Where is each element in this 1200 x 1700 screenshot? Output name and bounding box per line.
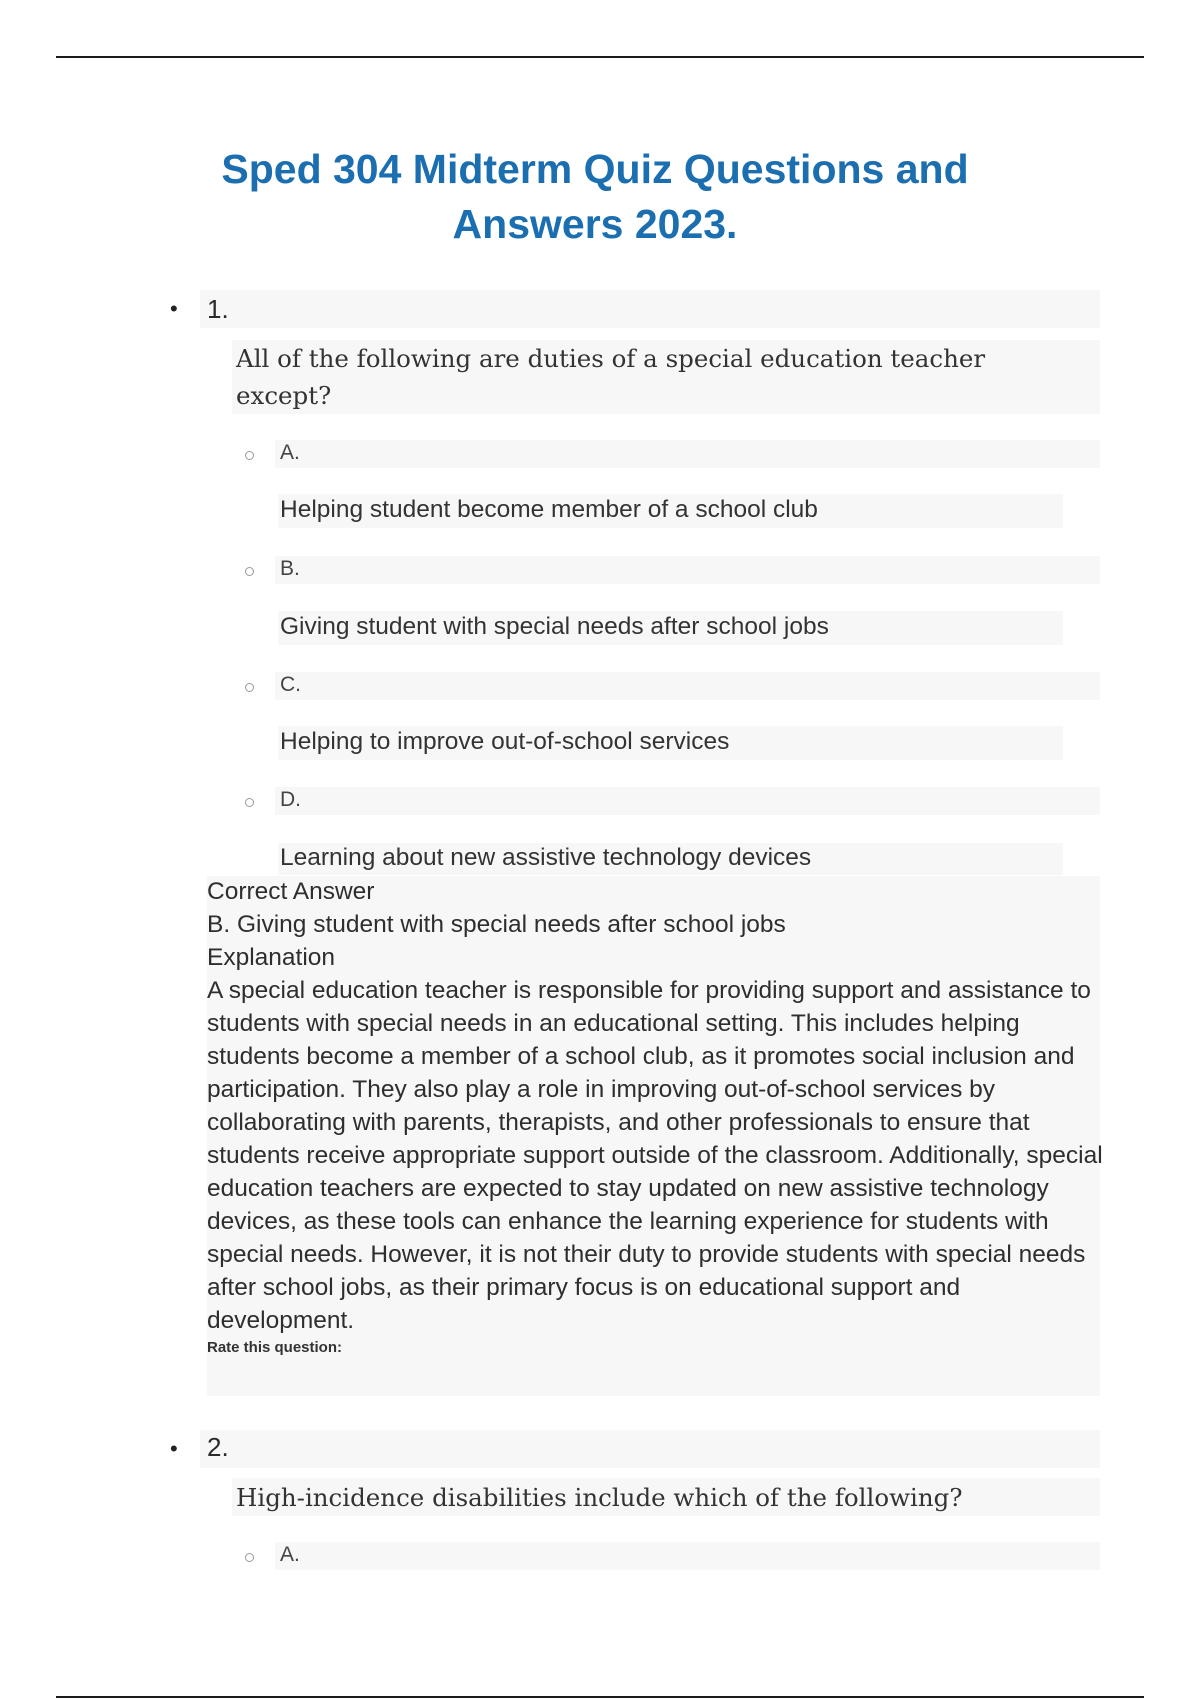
- list-bullet: •: [170, 1436, 178, 1461]
- answer-section: [207, 875, 1107, 1359]
- correct-answer: B. Giving student with special needs after school jobs: [207, 911, 786, 938]
- option-label: A.: [280, 441, 300, 464]
- bottom-rule: [56, 1696, 1144, 1698]
- list-bullet: •: [170, 296, 178, 321]
- option-label-band: [275, 556, 1100, 584]
- correct-answer-heading: Correct Answer: [207, 878, 375, 905]
- page-title: [150, 142, 1040, 252]
- option-label-band: [275, 672, 1100, 700]
- question-text: High-incidence disabilities include which of the following?: [236, 1483, 963, 1512]
- title-line-2: Answers 2023.: [452, 201, 738, 247]
- top-rule: [56, 56, 1144, 58]
- option-text: Helping to improve out-of-school services: [280, 728, 730, 755]
- option-text: Giving student with special needs after school jobs: [280, 613, 829, 640]
- option-label: A.: [280, 1543, 300, 1566]
- option-label: D.: [280, 788, 301, 811]
- question-text: All of the following are duties of a special education teacher except?: [236, 344, 986, 410]
- option-radio-icon[interactable]: [245, 567, 254, 576]
- option-radio-icon[interactable]: [245, 451, 254, 460]
- explanation-heading: Explanation: [207, 944, 336, 971]
- title-line-1: Sped 304 Midterm Quiz Questions and: [221, 146, 969, 192]
- option-radio-icon[interactable]: [245, 683, 254, 692]
- question-number-band: [200, 290, 1100, 328]
- question-number: 1.: [207, 294, 229, 324]
- option-radio-icon[interactable]: [245, 1553, 254, 1562]
- option-label: B.: [280, 557, 300, 580]
- option-label-band: [275, 440, 1100, 468]
- explanation-text: A special education teacher is responsible for providing support and assistance to students with special needs in an educational setting. This includes helping students become a member of a school club, as it promotes social inclusion and participation. They also play a role in improving out-of-school services by collaborating with parents, therapists, and other professionals to ensure that students receive appropriate support outside of the classroom. Additionally, special education teachers are expected to stay updated on new assistive technology devices, as these tools can enhance the learning experience for students with special needs. However, it is not their duty to provide students with special needs after school jobs, as their primary focus is on educational support and development.: [207, 977, 1103, 1334]
- question-number-band: [200, 1430, 1100, 1468]
- option-label-band: [275, 1542, 1100, 1570]
- option-text: Learning about new assistive technology devices: [280, 844, 812, 871]
- option-label-band: [275, 787, 1100, 815]
- option-label: C.: [280, 673, 301, 696]
- option-text: Helping student become member of a school club: [280, 496, 818, 523]
- question-number: 2.: [207, 1432, 229, 1462]
- rate-question-label: Rate this question:: [207, 1339, 343, 1356]
- option-radio-icon[interactable]: [245, 798, 254, 807]
